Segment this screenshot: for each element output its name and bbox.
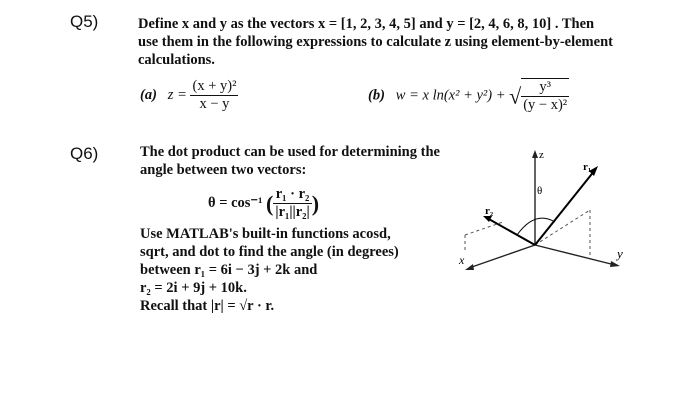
z-arrow xyxy=(532,150,538,158)
q6-line-3: Use MATLAB's built-in functions acosd, xyxy=(140,226,391,242)
q5-b-lhs: w = x ln(x² + y²) + xyxy=(395,87,506,104)
x-arrow xyxy=(465,264,474,270)
q5-b-numerator: y³ xyxy=(521,79,569,97)
q5-a-fraction xyxy=(190,78,238,113)
y-axis xyxy=(535,245,615,265)
q6-line-7: Recall that |r| = √r · r. xyxy=(140,298,275,314)
q6-line-2: angle between two vectors: xyxy=(140,162,307,178)
q5-a-lhs: z = xyxy=(167,86,187,103)
r1-label: r₁ xyxy=(583,161,592,173)
y-axis-label: y xyxy=(617,246,623,261)
theta-label: θ xyxy=(537,185,543,197)
q6-label: Q6) xyxy=(70,144,99,163)
r2-vector xyxy=(487,218,535,245)
r2-label: r₂ xyxy=(485,205,494,217)
q5-part-b xyxy=(368,78,569,114)
q6-eq-fraction xyxy=(273,186,311,221)
x-axis-label: x xyxy=(459,253,465,267)
sqrt-sign: √ xyxy=(509,83,522,109)
q5-a-denominator: x − y xyxy=(199,96,230,112)
y-arrow xyxy=(610,261,620,267)
q5-a-numerator: (x + y)² xyxy=(192,78,237,94)
r1-vector xyxy=(535,170,595,245)
q6-eq-denominator: |r₁||r₂| xyxy=(275,204,310,220)
q5-b-label: (b) xyxy=(368,87,385,104)
q5-b-denominator: (y − x)² xyxy=(523,97,568,113)
z-axis-label: z xyxy=(539,149,544,161)
q5-line-3: calculations. xyxy=(138,52,215,68)
q6-line-1: The dot product can be used for determining the xyxy=(140,144,440,160)
q5-label: Q5) xyxy=(70,12,99,31)
q5-line-1: Define x and y as the vectors x = [1, 2, 3, 4, 5] and y = [2, 4, 6, 8, 10] . Then xyxy=(138,16,595,32)
q6-line-5: between r₁ = 6i − 3j + 2k and xyxy=(140,262,318,278)
q6-equation: θ = cos⁻¹ ( $\frac{\text{r₁ · r₂}}{\text{|r₁||r₂|}}$ ) xyxy=(208,186,320,220)
x-axis xyxy=(469,245,535,268)
q6-eq-lhs: θ = cos⁻¹ xyxy=(208,194,263,211)
q5-part-a xyxy=(140,78,238,113)
q6-eq-numerator: r₁ · r₂ xyxy=(273,186,311,204)
q5-b-fraction xyxy=(521,78,569,114)
q5-line-2: use them in the following expressions to calculate z using element-by-element xyxy=(138,34,613,50)
vector-angle-figure xyxy=(455,140,630,275)
q6-line-4: sqrt, and dot to find the angle (in degrees) xyxy=(140,244,399,260)
dashed-guide xyxy=(535,210,590,245)
q5-a-label: (a) xyxy=(140,86,157,103)
q6-line-6: r₂ = 2i + 9j + 10k. xyxy=(140,280,247,296)
